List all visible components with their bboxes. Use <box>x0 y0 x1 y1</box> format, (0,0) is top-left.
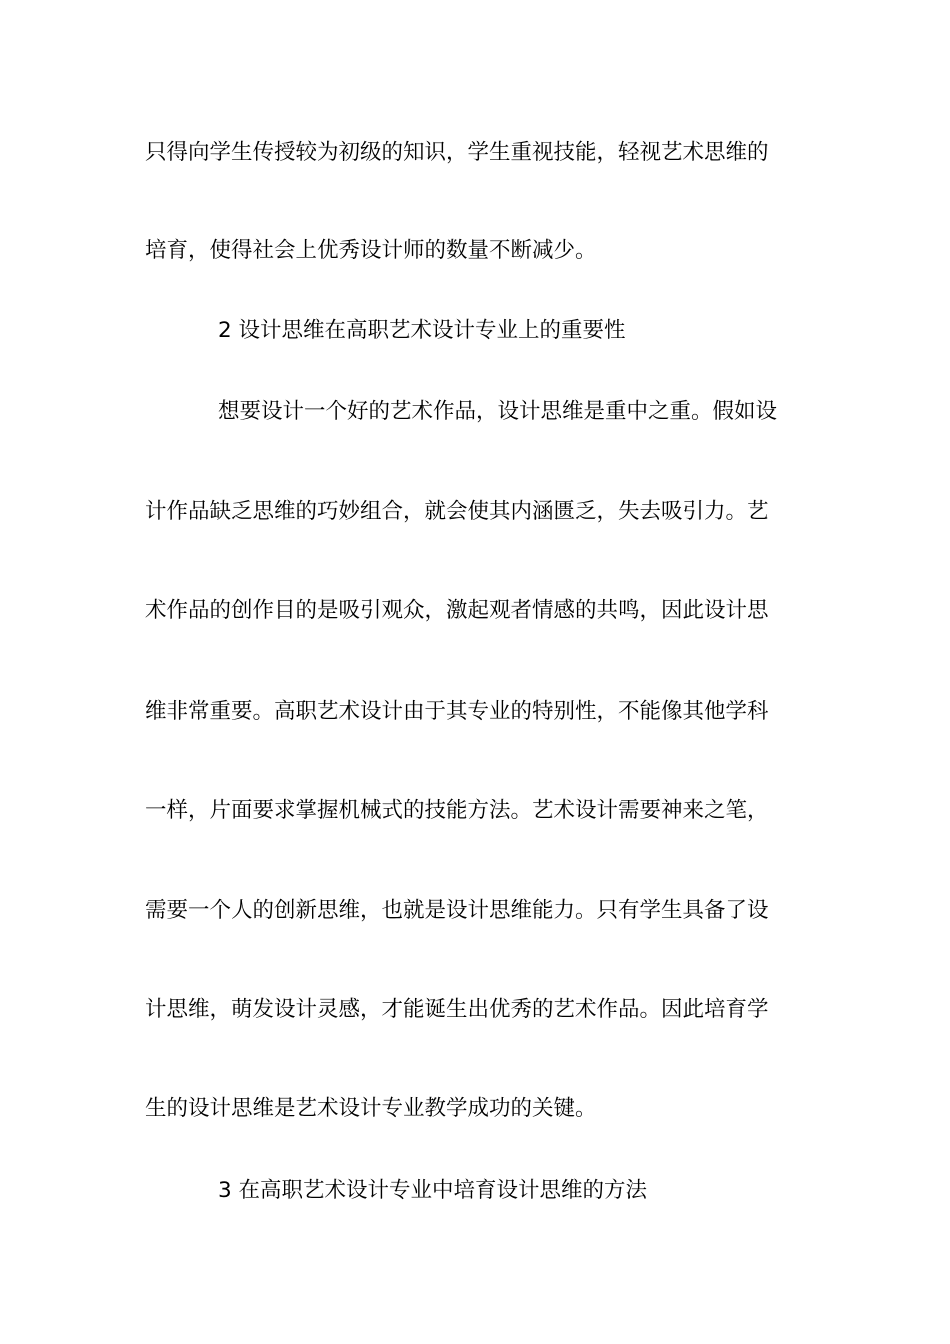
paragraph-line: 计思维，萌发设计灵感，才能诞生出优秀的艺术作品。因此培育学 <box>145 997 769 1022</box>
paragraph-line: 维非常重要。高职艺术设计由于其专业的特别性，不能像其他学科 <box>145 699 769 724</box>
paragraph-line: 需要一个人的创新思维，也就是设计思维能力。只有学生具备了设 <box>145 898 769 923</box>
paragraph-line: 生的设计思维是艺术设计专业教学成功的关键。 <box>145 1096 597 1121</box>
paragraph-line: 培育，使得社会上优秀设计师的数量不断减少。 <box>145 238 597 263</box>
paragraph-line: 术作品的创作目的是吸引观众，激起观者情感的共鸣，因此设计思 <box>145 598 769 623</box>
section-heading: 2 设计思维在高职艺术设计专业上的重要性 <box>218 318 626 343</box>
section-heading: 3 在高职艺术设计专业中培育设计思维的方法 <box>218 1178 648 1203</box>
paragraph-line: 一样，片面要求掌握机械式的技能方法。艺术设计需要神来之笔， <box>145 798 769 823</box>
paragraph-line: 只得向学生传授较为初级的知识，学生重视技能，轻视艺术思维的 <box>145 140 769 165</box>
paragraph-line: 计作品缺乏思维的巧妙组合，就会使其内涵匮乏，失去吸引力。艺 <box>145 499 769 524</box>
paragraph-line: 想要设计一个好的艺术作品，设计思维是重中之重。假如设 <box>218 399 778 424</box>
